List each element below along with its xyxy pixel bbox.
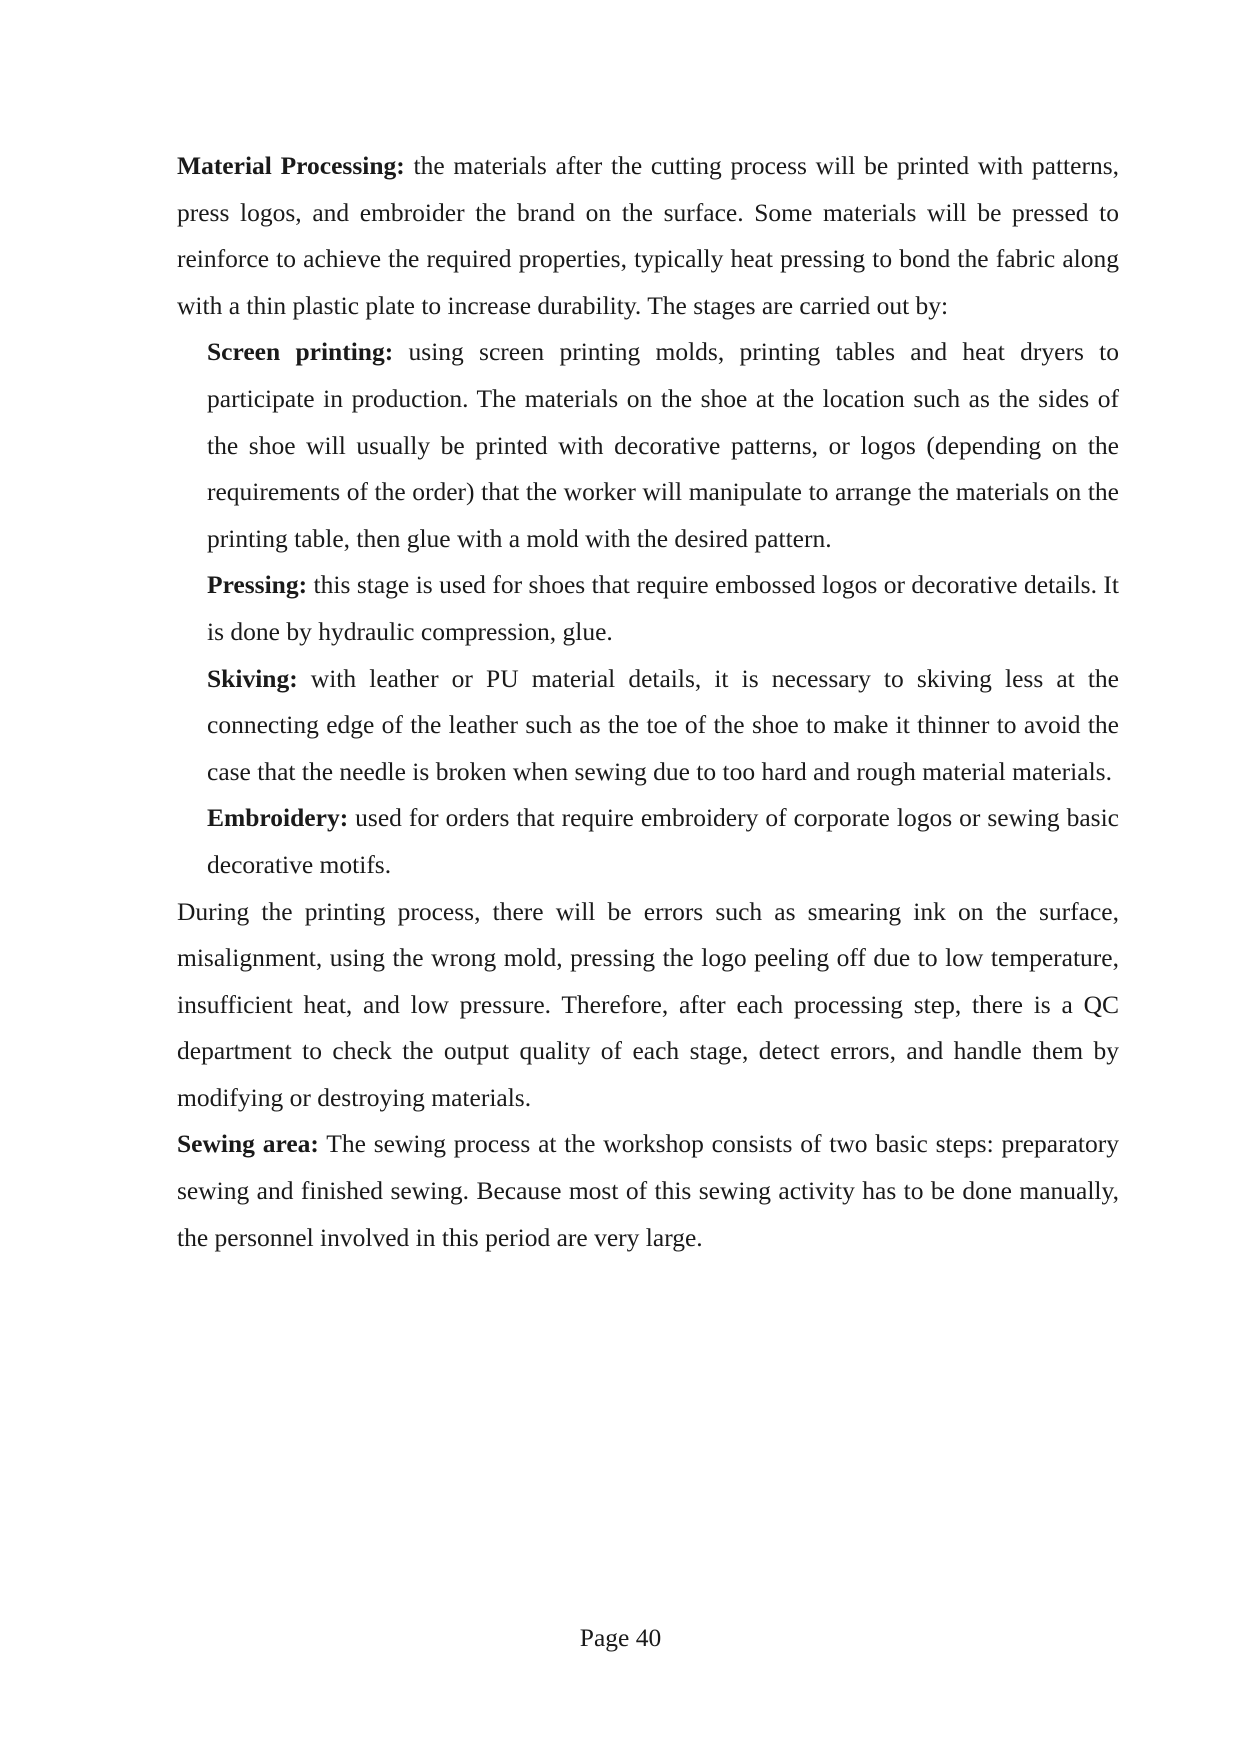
term-pressing: Pressing: xyxy=(207,570,308,600)
paragraph-material-processing xyxy=(177,143,1119,329)
text-embroidery: used for orders that require embroidery of corporate logos or sewing basic decorative motifs. xyxy=(207,803,1119,879)
text-material-processing: the materials after the cutting process will be printed with patterns, press logos, and embroider the brand on the surface. Some materials will be pressed to reinforce to achieve the required properties, typically heat pressing to bond the fabric along with a thin plastic plate to increase durability. The stages are carried out by: xyxy=(177,151,1119,320)
term-screen-printing: Screen printing: xyxy=(207,337,394,367)
term-material-processing: Material Processing: xyxy=(177,151,405,180)
term-embroidery: Embroidery: xyxy=(207,803,349,833)
body-text xyxy=(177,143,1119,1261)
text-screen-printing: using screen printing molds, printing tables and heat dryers to participate in production. The materials on the shoe at the location such as the sides of the shoe will usually be printed with decorative patterns, or logos (depending on the requirements of the order) that the worker will manipulate to arrange the materials on the printing table, then glue with a mold with the desired pattern. xyxy=(207,337,1119,553)
paragraph-skiving xyxy=(207,656,1119,796)
paragraph-printing-errors xyxy=(177,889,1119,1122)
page-number: Page 40 xyxy=(579,1623,662,1652)
text-sewing-area: The sewing process at the workshop consists of two basic steps: preparatory sewing and finished sewing. Because most of this sewing activity has to be done manually, the personnel involved in this period are very large. xyxy=(177,1129,1119,1252)
paragraph-pressing xyxy=(207,562,1119,655)
term-sewing-area: Sewing area: xyxy=(177,1129,319,1159)
text-pressing: this stage is used for shoes that require embossed logos or decorative details. It is done by hydraulic compression, glue. xyxy=(207,570,1119,646)
paragraph-sewing-area xyxy=(177,1121,1119,1261)
text-printing-errors: During the printing process, there will be errors such as smearing ink on the surface, misalignment, using the wrong mold, pressing the logo peeling off due to low temperature, insufficient heat, and low pressure. Therefore, after each processing step, there is a QC department to check the output quality of each stage, detect errors, and handle them by modifying or destroying materials. xyxy=(177,896,1119,1112)
paragraph-screen-printing xyxy=(207,329,1119,562)
term-skiving: Skiving: xyxy=(207,663,298,693)
paragraph-embroidery xyxy=(207,795,1119,888)
text-skiving: with leather or PU material details, it is necessary to skiving less at the connecting edge of the leather such as the toe of the shoe to make it thinner to avoid the case that the needle is broken when sewing due to too hard and rough material materials. xyxy=(207,663,1119,786)
